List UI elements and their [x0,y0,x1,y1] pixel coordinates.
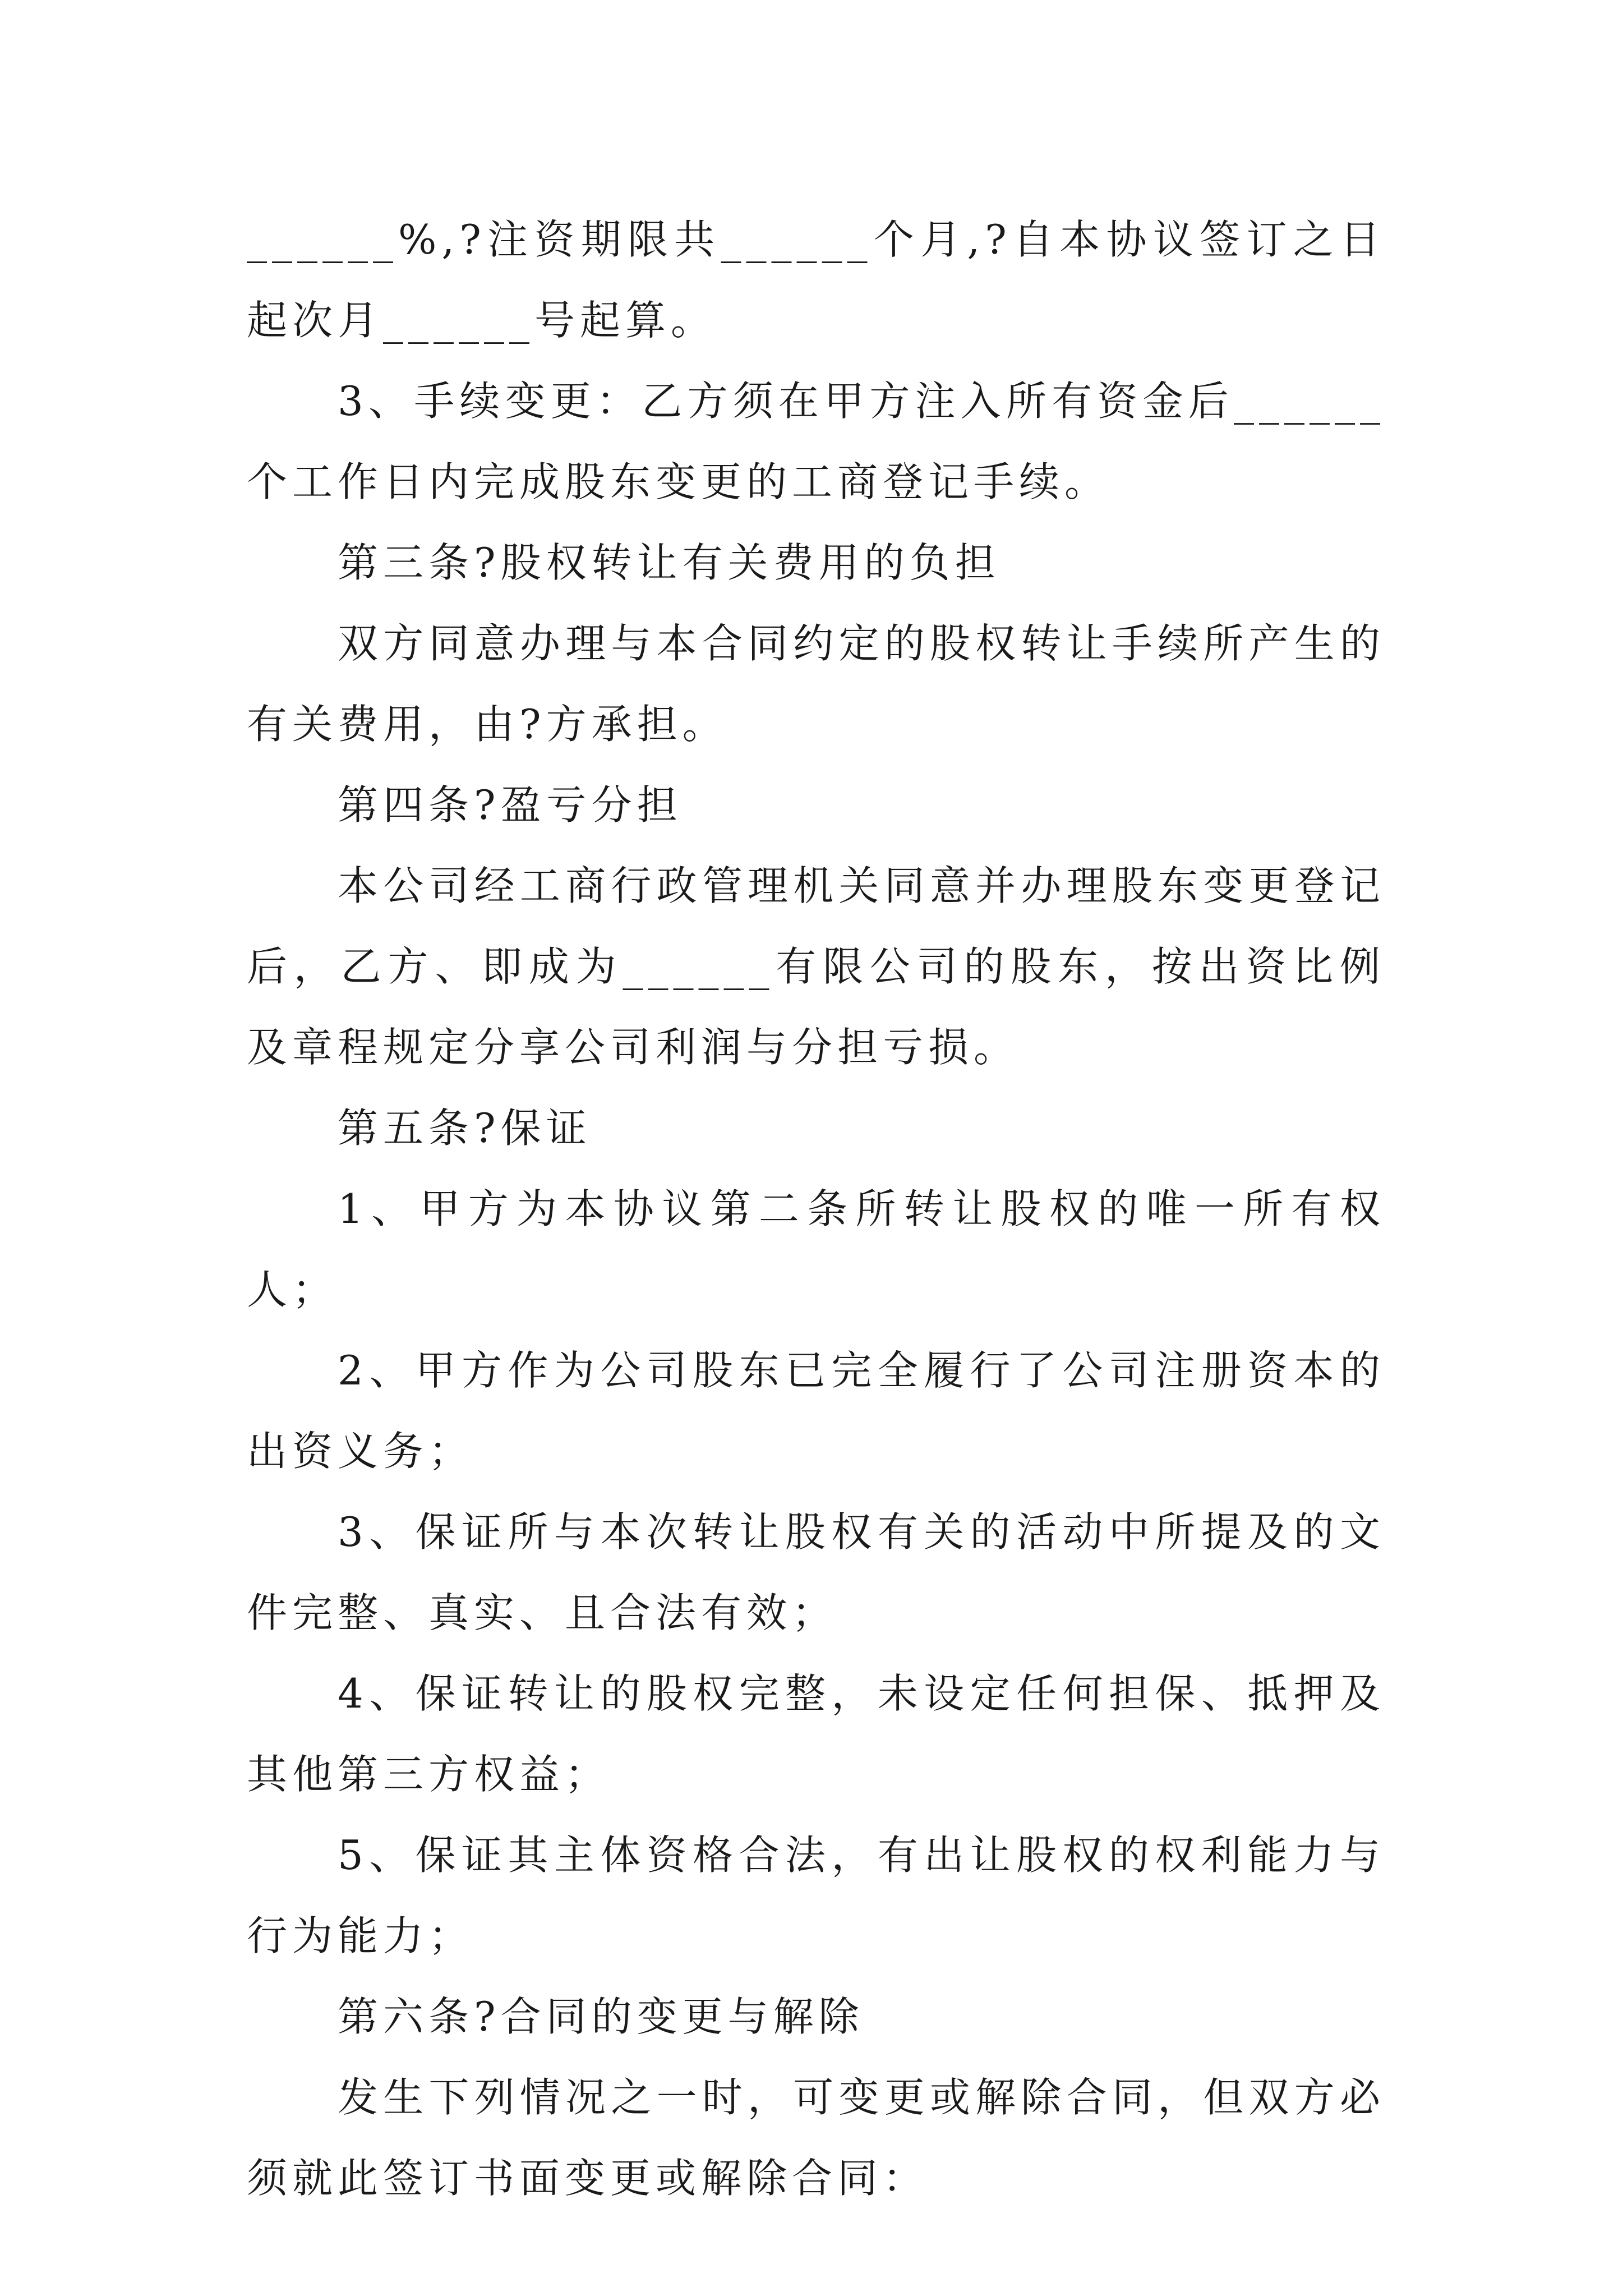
paragraph-guarantee-2: 2、甲方作为公司股东已完全履行了公司注册资本的出资义务； [247,1347,1385,1475]
heading-article-5: 第五条?保证 [338,1105,592,1152]
document-body [247,199,1385,2219]
paragraph-guarantee-3: 3、保证所与本次转让股权有关的活动中所提及的文件完整、真实、且合法有效； [247,1508,1385,1636]
paragraph-contract-change: 发生下列情况之一时，可变更或解除合同，但双方必须就此签订书面变更或解除合同： [247,2074,1385,2202]
paragraph-profit-loss: 本公司经工商行政管理机关同意并办理股东变更登记后，乙方、即成为______有限公司的股东，按出资比例及章程规定分享公司利润与分担亏损。 [247,862,1385,1071]
heading-article-4: 第四条?盈亏分担 [338,781,683,829]
paragraph-capital-term: ______%,?注资期限共______个月,?自本协议签订之日起次月______号起算。 [247,216,1385,344]
paragraph-guarantee-1: 1、甲方为本协议第二条所转让股权的唯一所有权人； [247,1185,1385,1313]
heading-article-6: 第六条?合同的变更与解除 [338,1993,864,2040]
paragraph-guarantee-4: 4、保证转让的股权完整，未设定任何担保、抵押及其他第三方权益； [247,1670,1385,1798]
paragraph-fee-burden: 双方同意办理与本合同约定的股权转让手续所产生的有关费用，由?方承担。 [247,620,1385,748]
heading-article-3: 第三条?股权转让有关费用的负担 [338,539,1000,586]
paragraph-guarantee-5: 5、保证其主体资格合法，有出让股权的权利能力与行为能力； [247,1832,1385,1959]
paragraph-procedure-change: 3、手续变更：乙方须在甲方注入所有资金后______个工作日内完成股东变更的工商登记手续。 [247,378,1385,505]
